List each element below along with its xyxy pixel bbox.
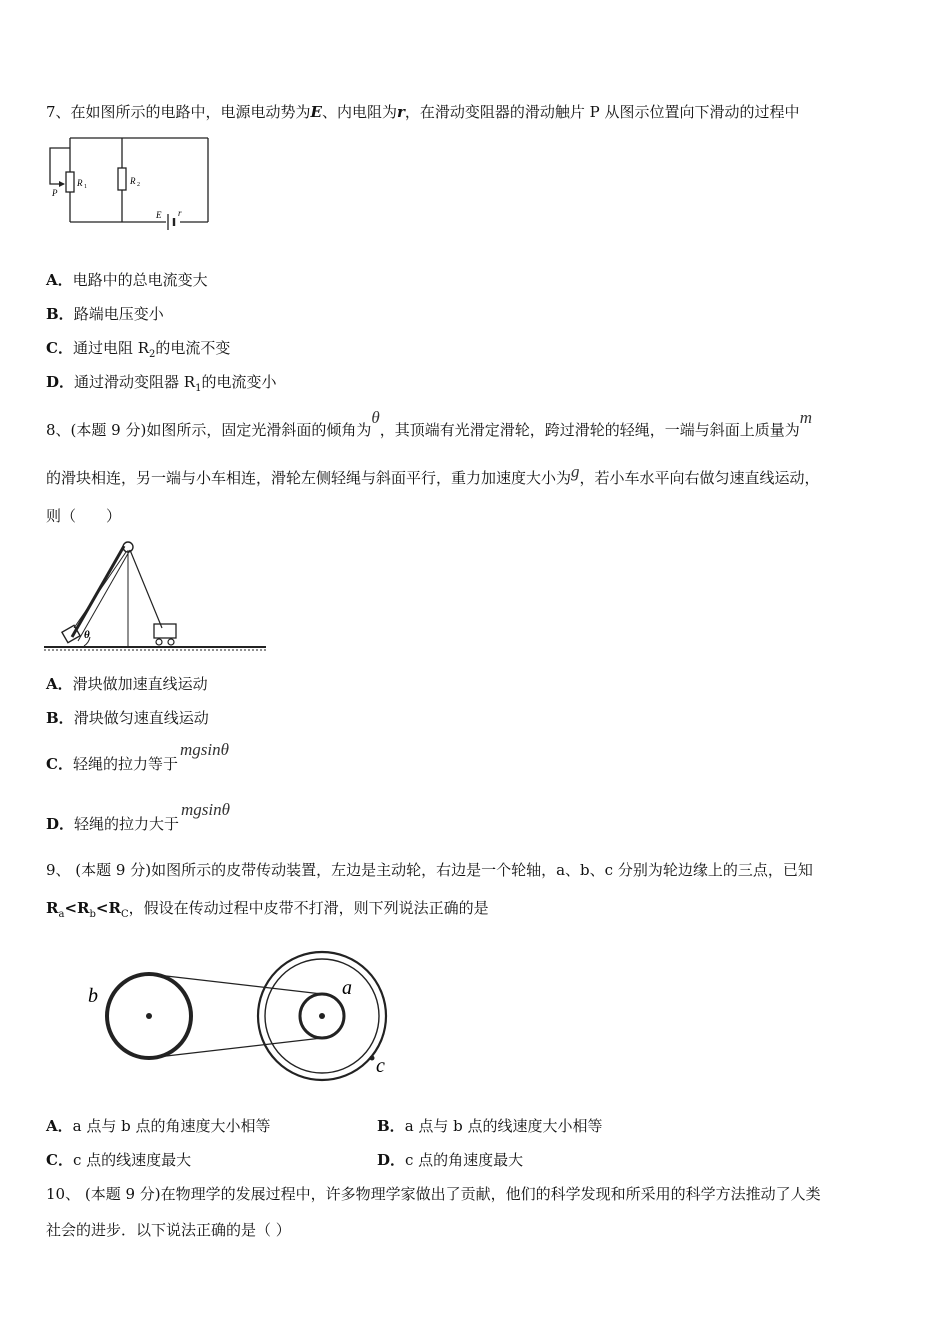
svg-text:P: P [52,188,58,198]
q7-option-c[interactable]: C．通过电阻 $R_2$的电流不变 [46,339,231,360]
q8-stem-line3: 则（ ） [46,507,122,525]
svg-text:R: R [77,178,83,188]
svg-text:c: c [376,1055,385,1077]
q9-option-a[interactable]: A．a 点与 b 点的角速度大小相等 [46,1117,271,1135]
q9-option-c[interactable]: C．c 点的线速度最大 [46,1151,192,1169]
q9-belt-diagram [80,940,400,1090]
svg-text:r: r [178,208,182,218]
q10-stem-line2: 社会的进步．以下说法正确的是（ ） [46,1221,291,1239]
q7-circuit-diagram [44,134,214,230]
q8-stem-line2: 的滑块相连，另一端与小车相连，滑轮左侧轻绳与斜面平行，重力加速度大小为g，若小车水平向右做匀速直线运动， [46,462,820,487]
q8-option-d[interactable]: D．轻绳的拉力大于mgsinθ [46,800,230,833]
q9-stem-line1: 9、 (本题 9 分)如图所示的皮带传动装置，左边是主动轮，右边是一个轮轴，a、b、c 分别为轮边缘上的三点，已知 [46,861,813,879]
svg-text:E: E [156,210,162,220]
q10-stem-line1: 10、 (本题 9 分)在物理学的发展过程中，许多物理学家做出了贡献，他们的科学发现和所采用的科学方法推动了人类 [46,1185,821,1203]
svg-text:b: b [88,985,98,1007]
q7-option-d[interactable]: D．通过滑动变阻器 $R_1$的电流变小 [46,373,277,394]
svg-text:R: R [130,176,136,186]
q8-option-a[interactable]: A．滑块做加速直线运动 [46,675,208,693]
q8-option-c[interactable]: C．轻绳的拉力等于mgsinθ [46,740,229,773]
svg-text:a: a [342,977,352,999]
q8-option-b[interactable]: B．滑块做匀速直线运动 [46,709,209,727]
q7-stem: 7、在如图所示的电路中，电源电动势为E、内电阻为r，在滑动变阻器的滑动触片 P 从图示位置向下滑动的过程中 [46,103,800,121]
svg-text:1: 1 [84,184,87,190]
q7-option-a[interactable]: A．电路中的总电流变大 [46,271,208,289]
q8-stem-line1: 8、(本题 9 分)如图所示，固定光滑斜面的倾角为θ，其顶端有光滑定滑轮，跨过滑轮的轻绳，一端与斜面上质量为m [46,408,812,439]
q8-incline-diagram [44,536,270,656]
q7-option-b[interactable]: B．路端电压变小 [46,305,164,323]
q9-option-d[interactable]: D．c 点的角速度最大 [377,1151,524,1169]
q9-option-b[interactable]: B．a 点与 b 点的线速度大小相等 [377,1117,603,1135]
svg-text:θ: θ [84,629,90,641]
q9-stem-line2: $R_a<R_b<R_C$，假设在传动过程中皮带不打滑，则下列说法正确的是 [46,899,489,920]
svg-text:2: 2 [137,182,140,188]
